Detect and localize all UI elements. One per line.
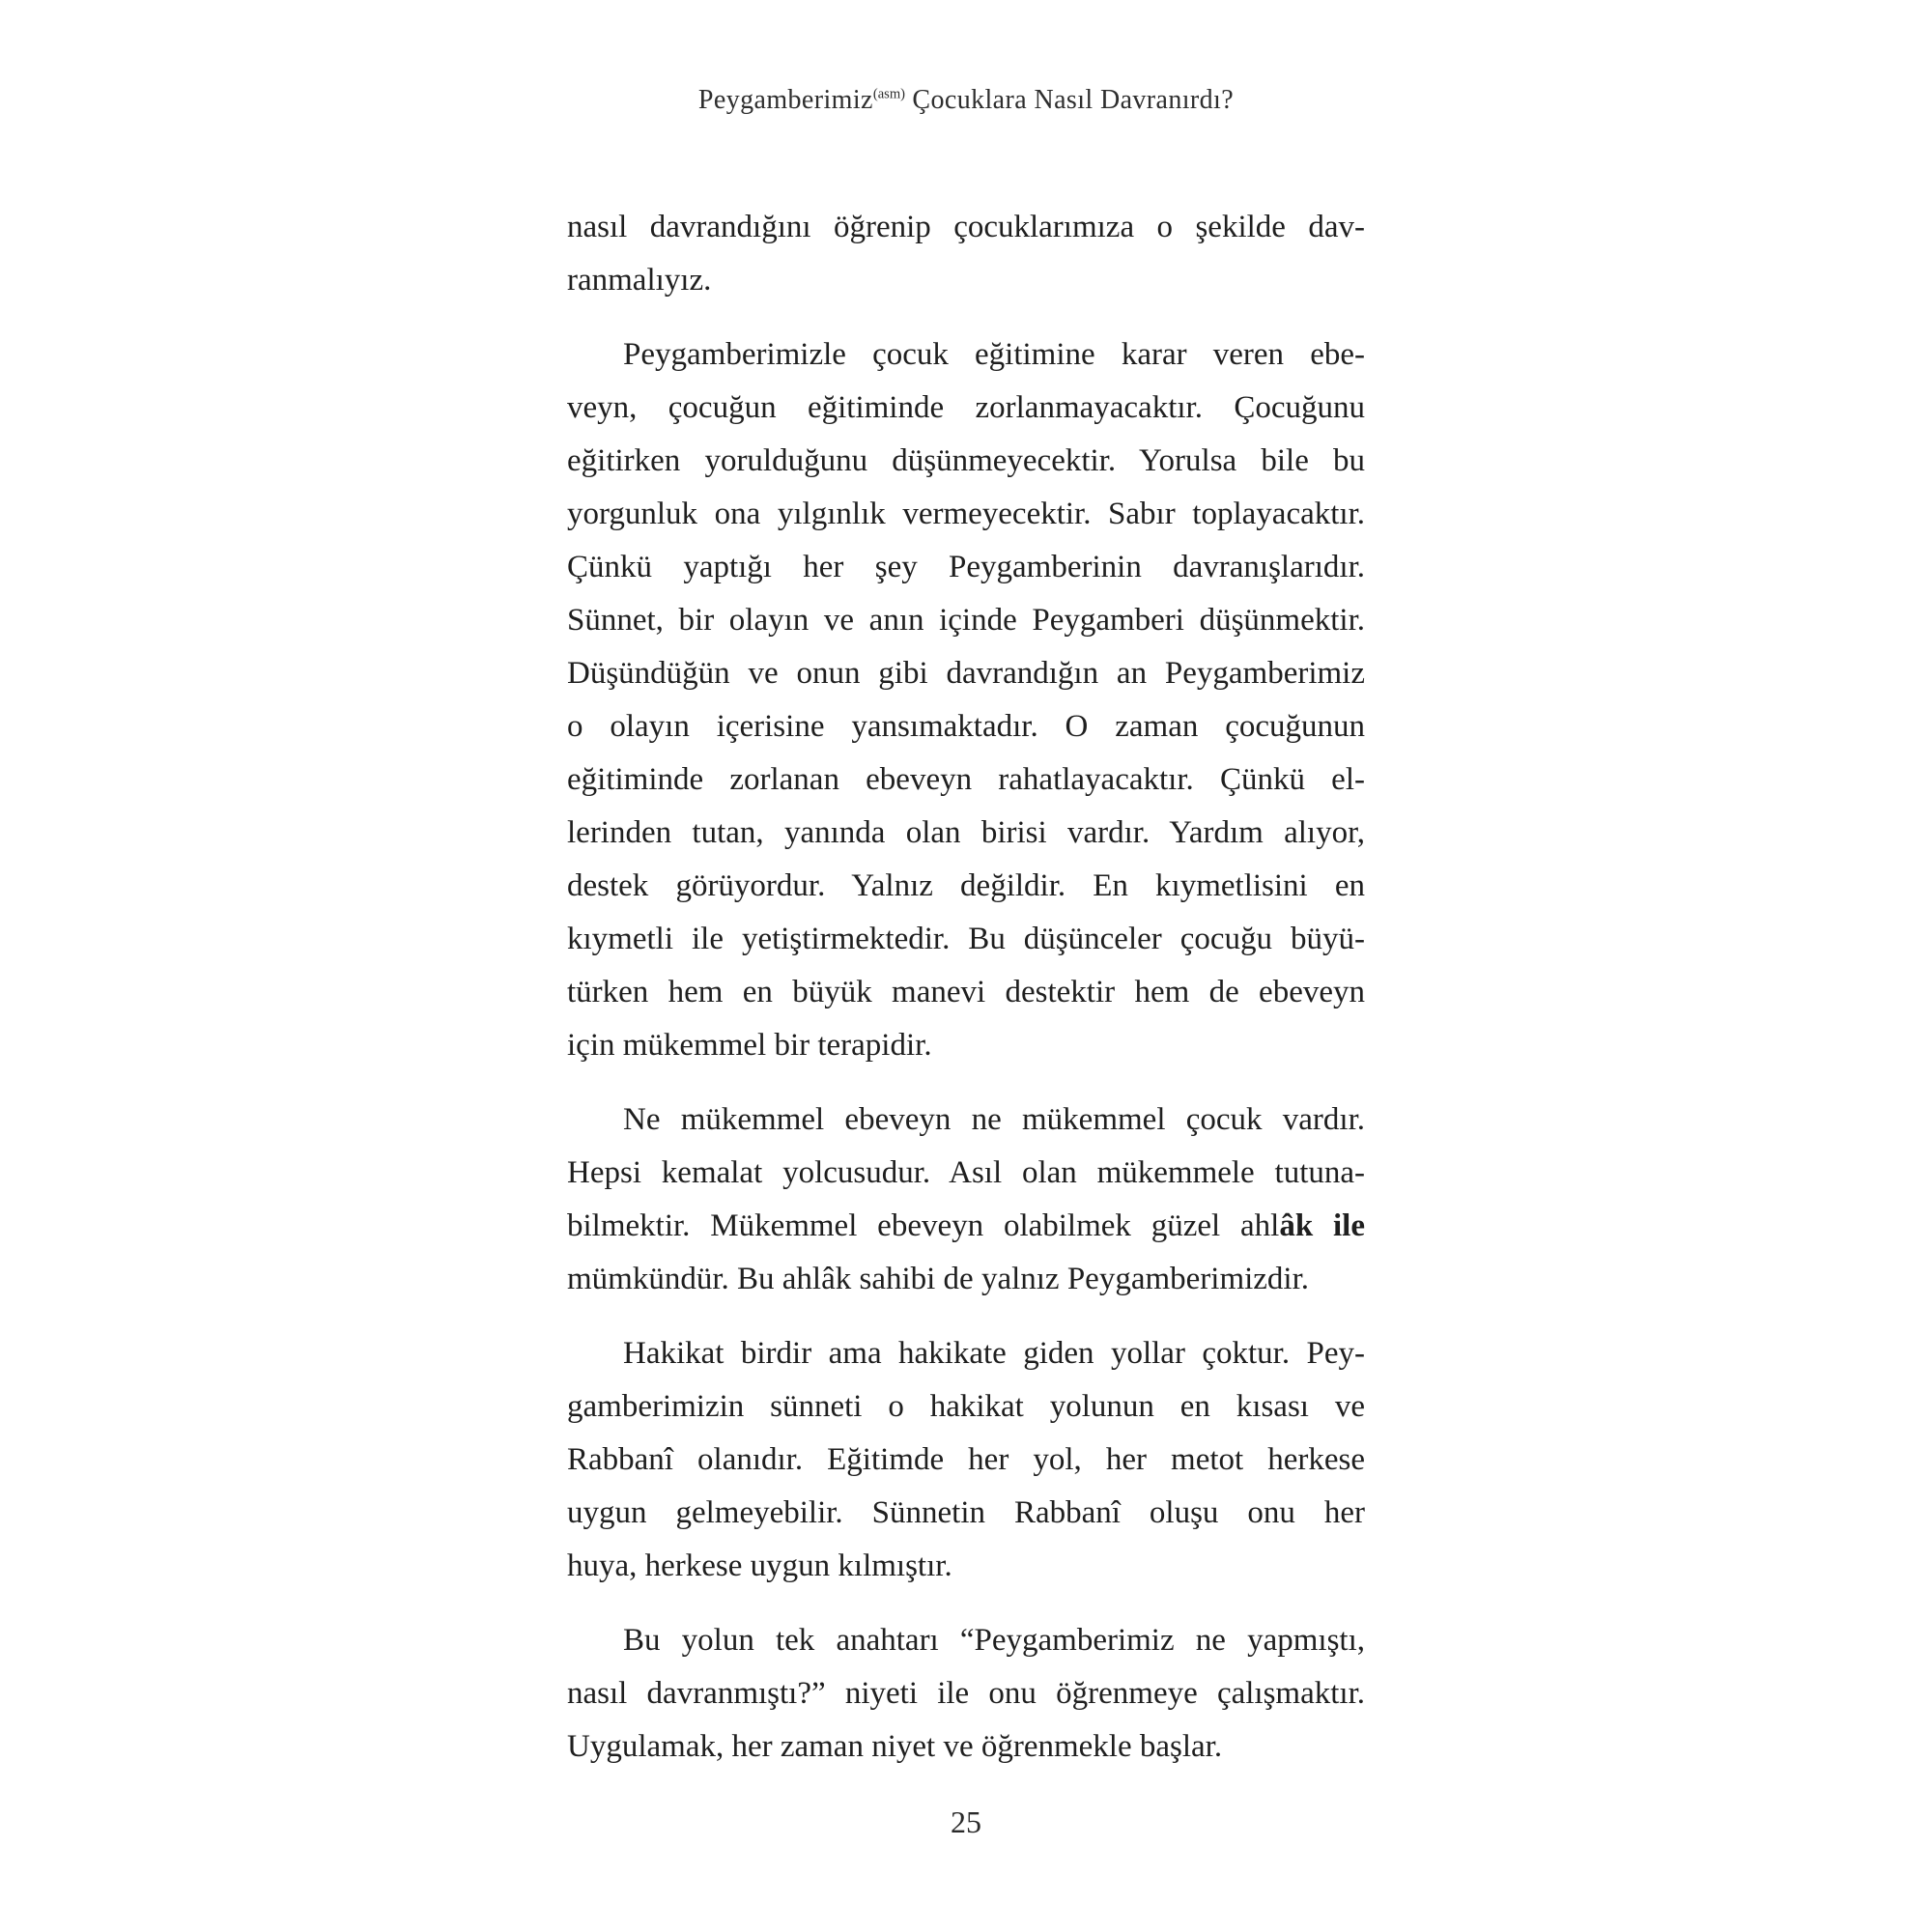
text-segment: veyn, çocuğun eğitiminde zorlanmayacaktır. Çocuğunu [567,390,1365,425]
text-segment: lerinden tutan, yanında olan birisi vardır. Yardım alıyor, [567,815,1365,850]
paragraph [567,201,1365,307]
paragraph [567,1614,1365,1774]
text-segment: uygun gelmeyebilir. Sünnetin Rabbanî oluşu onu her [567,1495,1365,1530]
text-segment: bilmektir. Mükemmel ebeveyn olabilmek güzel ahl [567,1208,1280,1243]
paragraph [567,328,1365,1072]
text-line [567,860,1365,913]
text-segment: gamberimizin sünneti o hakikat yolunun en kısası ve [567,1389,1365,1424]
text-line [567,201,1365,254]
text-line [567,807,1365,860]
bold-text-segment: âk ile [1279,1208,1365,1243]
text-segment: Ne mükemmel ebeveyn ne mükemmel çocuk vardır. [623,1102,1365,1137]
running-header [0,85,1932,116]
running-header-title-rest: Çocuklara Nasıl Davranırdı? [904,85,1235,115]
running-header-title-main: Peygamberimiz [697,85,873,115]
text-line [567,488,1365,541]
text-line [567,382,1365,435]
text-line [567,1147,1365,1200]
text-segment: Rabbanî olanıdır. Eğitimde her yol, her metot herkese [567,1442,1365,1477]
text-segment: Hepsi kemalat yolcusudur. Asıl olan mükemmele tutuna- [567,1155,1365,1190]
text-segment: ranmalıyız. [567,263,712,298]
text-segment: nasıl davrandığını öğrenip çocuklarımıza o şekilde dav- [567,210,1365,244]
text-line [567,254,1365,307]
text-line [567,541,1365,594]
text-line [567,1019,1365,1072]
text-line [567,1380,1365,1434]
text-segment: eğitirken yorulduğunu düşünmeyecektir. Yorulsa bile bu [567,443,1365,478]
text-segment: Hakikat birdir ama hakikate giden yollar çoktur. Pey- [623,1336,1365,1371]
page-footer [0,1804,1932,1840]
running-header-title [698,85,1234,115]
text-segment: Düşündüğün ve onun gibi davrandığın an Peygamberimiz [567,656,1365,691]
text-line [567,1487,1365,1540]
text-segment: kıymetli ile yetiştirmektedir. Bu düşünceler çocuğu büyü- [567,922,1365,956]
text-line [567,1614,1365,1667]
text-line [567,1540,1365,1593]
paragraph [567,1094,1365,1306]
text-line [567,328,1365,382]
text-segment: Bu yolun tek anahtarı “Peygamberimiz ne yapmıştı, [623,1623,1365,1658]
text-line [567,700,1365,753]
text-line [567,913,1365,966]
page-number: 25 [951,1804,981,1839]
text-line [567,1253,1365,1306]
text-segment: Sünnet, bir olayın ve anın içinde Peygamberi düşünmektir. [567,603,1365,638]
text-line [567,1434,1365,1487]
text-line [567,1094,1365,1147]
text-segment: eğitiminde zorlanan ebeveyn rahatlayacaktır. Çünkü el- [567,762,1365,797]
text-segment: o olayın içerisine yansımaktadır. O zaman çocuğunun [567,709,1365,744]
text-line [567,1667,1365,1720]
text-segment: türken hem en büyük manevi destektir hem de ebeveyn [567,975,1365,1009]
text-segment: Çünkü yaptığı her şey Peygamberinin davranışlarıdır. [567,550,1365,584]
text-segment: için mükemmel bir terapidir. [567,1028,932,1063]
text-line [567,753,1365,807]
text-line [567,594,1365,647]
text-segment: mümkündür. Bu ahlâk sahibi de yalnız Peygamberimizdir. [567,1262,1310,1296]
text-line [567,1200,1365,1253]
text-line [567,647,1365,700]
text-segment: Uygulamak, her zaman niyet ve öğrenmekle başlar. [567,1729,1223,1764]
text-segment: Peygamberimizle çocuk eğitimine karar veren ebe- [623,337,1365,372]
text-line [567,1327,1365,1380]
text-segment: nasıl davranmıştı?” niyeti ile onu öğrenmeye çalışmaktır. [567,1676,1365,1711]
text-segment: huya, herkese uygun kılmıştır. [567,1548,952,1583]
paragraph [567,1327,1365,1593]
asm-superscript: (asm) [872,86,905,102]
text-segment: yorgunluk ona yılgınlık vermeyecektir. Sabır toplayacaktır. [567,497,1365,531]
text-line [567,966,1365,1019]
text-segment: destek görüyordur. Yalnız değildir. En kıymetlisini en [567,868,1365,903]
text-line [567,1720,1365,1774]
body-text [567,201,1365,1774]
text-line [567,435,1365,488]
